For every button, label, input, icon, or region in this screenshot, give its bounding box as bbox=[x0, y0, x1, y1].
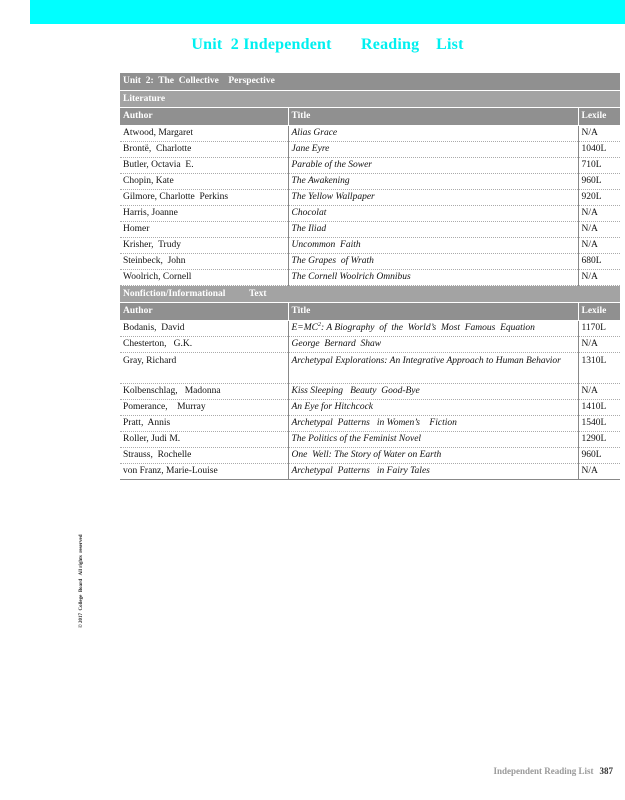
author-cell: Krisher, Trudy bbox=[120, 238, 288, 254]
lexile-cell: 960L bbox=[578, 174, 620, 190]
title-cell: The Iliad bbox=[288, 222, 578, 238]
lexile-cell: 1540L bbox=[578, 416, 620, 432]
lexile-cell: 710L bbox=[578, 158, 620, 174]
title-cell: An Eye for Hitchcock bbox=[288, 400, 578, 416]
title-cell: Alias Grace bbox=[288, 126, 578, 142]
table-row bbox=[120, 174, 620, 190]
author-cell: Butler, Octavia E. bbox=[120, 158, 288, 174]
table-row bbox=[120, 400, 620, 416]
title-cell: Archetypal Patterns in Women’s Fiction bbox=[288, 416, 578, 432]
title-cell: Parable of the Sower bbox=[288, 158, 578, 174]
unit-heading-row bbox=[120, 73, 620, 91]
title-cell: The Grapes of Wrath bbox=[288, 254, 578, 270]
title-cell bbox=[288, 321, 578, 337]
title-cell: The Cornell Woolrich Omnibus bbox=[288, 270, 578, 286]
lexile-cell: 680L bbox=[578, 254, 620, 270]
table-row bbox=[120, 384, 620, 400]
lexile-cell: 960L bbox=[578, 448, 620, 464]
table-row bbox=[120, 464, 620, 480]
author-cell: Strauss, Rochelle bbox=[120, 448, 288, 464]
title-rest: : A Biography of the World’s Most Famous Equation bbox=[320, 323, 535, 333]
column-header-title: Title bbox=[288, 108, 578, 126]
table-row bbox=[120, 254, 620, 270]
column-header-lexile: Lexile bbox=[578, 108, 620, 126]
author-cell: Atwood, Margaret bbox=[120, 126, 288, 142]
top-color-bar bbox=[30, 0, 625, 24]
column-header-lexile: Lexile bbox=[578, 303, 620, 321]
lexile-cell: N/A bbox=[578, 464, 620, 480]
title-formula: E=MC bbox=[291, 323, 318, 333]
lexile-cell: 1040L bbox=[578, 142, 620, 158]
title-cell: Chocolat bbox=[288, 206, 578, 222]
title-cell: Archetypal Explorations: An Integrative Approach to Human Behavior bbox=[288, 353, 578, 384]
author-cell: von Franz, Marie-Louise bbox=[120, 464, 288, 480]
table-row bbox=[120, 321, 620, 337]
lexile-cell: N/A bbox=[578, 270, 620, 286]
page-footer bbox=[493, 766, 613, 776]
section-heading-row bbox=[120, 91, 620, 108]
column-header-row bbox=[120, 303, 620, 321]
author-cell: Gray, Richard bbox=[120, 353, 288, 384]
title-cell: Uncommon Faith bbox=[288, 238, 578, 254]
table-row bbox=[120, 432, 620, 448]
lexile-cell: N/A bbox=[578, 206, 620, 222]
title-cell: One Well: The Story of Water on Earth bbox=[288, 448, 578, 464]
table-row bbox=[120, 142, 620, 158]
column-header-row bbox=[120, 108, 620, 126]
lexile-cell: 1410L bbox=[578, 400, 620, 416]
page-title: Unit 2 Independent Reading List bbox=[191, 36, 464, 53]
author-cell: Bodanis, David bbox=[120, 321, 288, 337]
author-cell: Woolrich, Cornell bbox=[120, 270, 288, 286]
footer-label: Independent Reading List bbox=[493, 766, 594, 776]
title-cell: Kiss Sleeping Beauty Good-Bye bbox=[288, 384, 578, 400]
author-cell: Chopin, Kate bbox=[120, 174, 288, 190]
table-row bbox=[120, 416, 620, 432]
title-cell: The Yellow Wallpaper bbox=[288, 190, 578, 206]
copyright-sidebar: © 2017 College Board All rights reserved bbox=[79, 534, 84, 628]
author-cell: Roller, Judi M. bbox=[120, 432, 288, 448]
lexile-cell: 1310L bbox=[578, 353, 620, 384]
lexile-cell: N/A bbox=[578, 126, 620, 142]
table-row bbox=[120, 353, 620, 384]
title-superscript: 2 bbox=[317, 321, 321, 328]
reading-list-table bbox=[120, 73, 620, 480]
section-heading-nonfiction: Nonfiction/Informational Text bbox=[120, 286, 620, 303]
author-cell: Brontë, Charlotte bbox=[120, 142, 288, 158]
table-row bbox=[120, 190, 620, 206]
table-row bbox=[120, 158, 620, 174]
table-row bbox=[120, 337, 620, 353]
lexile-cell: 920L bbox=[578, 190, 620, 206]
section-heading-row bbox=[120, 286, 620, 303]
page-number: 387 bbox=[599, 766, 613, 776]
table-row bbox=[120, 206, 620, 222]
author-cell: Homer bbox=[120, 222, 288, 238]
column-header-title: Title bbox=[288, 303, 578, 321]
lexile-cell: N/A bbox=[578, 384, 620, 400]
section-heading-literature: Literature bbox=[120, 91, 620, 108]
author-cell: Pratt, Annis bbox=[120, 416, 288, 432]
title-cell: George Bernard Shaw bbox=[288, 337, 578, 353]
lexile-cell: 1170L bbox=[578, 321, 620, 337]
title-cell: Jane Eyre bbox=[288, 142, 578, 158]
lexile-cell: N/A bbox=[578, 222, 620, 238]
author-cell: Gilmore, Charlotte Perkins bbox=[120, 190, 288, 206]
table-row bbox=[120, 270, 620, 286]
title-cell: The Awakening bbox=[288, 174, 578, 190]
lexile-cell: N/A bbox=[578, 238, 620, 254]
author-cell: Steinbeck, John bbox=[120, 254, 288, 270]
lexile-cell: N/A bbox=[578, 337, 620, 353]
column-header-author: Author bbox=[120, 303, 288, 321]
author-cell: Harris, Joanne bbox=[120, 206, 288, 222]
column-header-author: Author bbox=[120, 108, 288, 126]
table-row bbox=[120, 126, 620, 142]
table-row bbox=[120, 238, 620, 254]
author-cell: Kolbenschlag, Madonna bbox=[120, 384, 288, 400]
title-cell: Archetypal Patterns in Fairy Tales bbox=[288, 464, 578, 480]
unit-heading: Unit 2: The Collective Perspective bbox=[120, 73, 620, 91]
lexile-cell: 1290L bbox=[578, 432, 620, 448]
table-row bbox=[120, 222, 620, 238]
table-row bbox=[120, 448, 620, 464]
author-cell: Chesterton, G.K. bbox=[120, 337, 288, 353]
author-cell: Pomerance, Murray bbox=[120, 400, 288, 416]
title-cell: The Politics of the Feminist Novel bbox=[288, 432, 578, 448]
